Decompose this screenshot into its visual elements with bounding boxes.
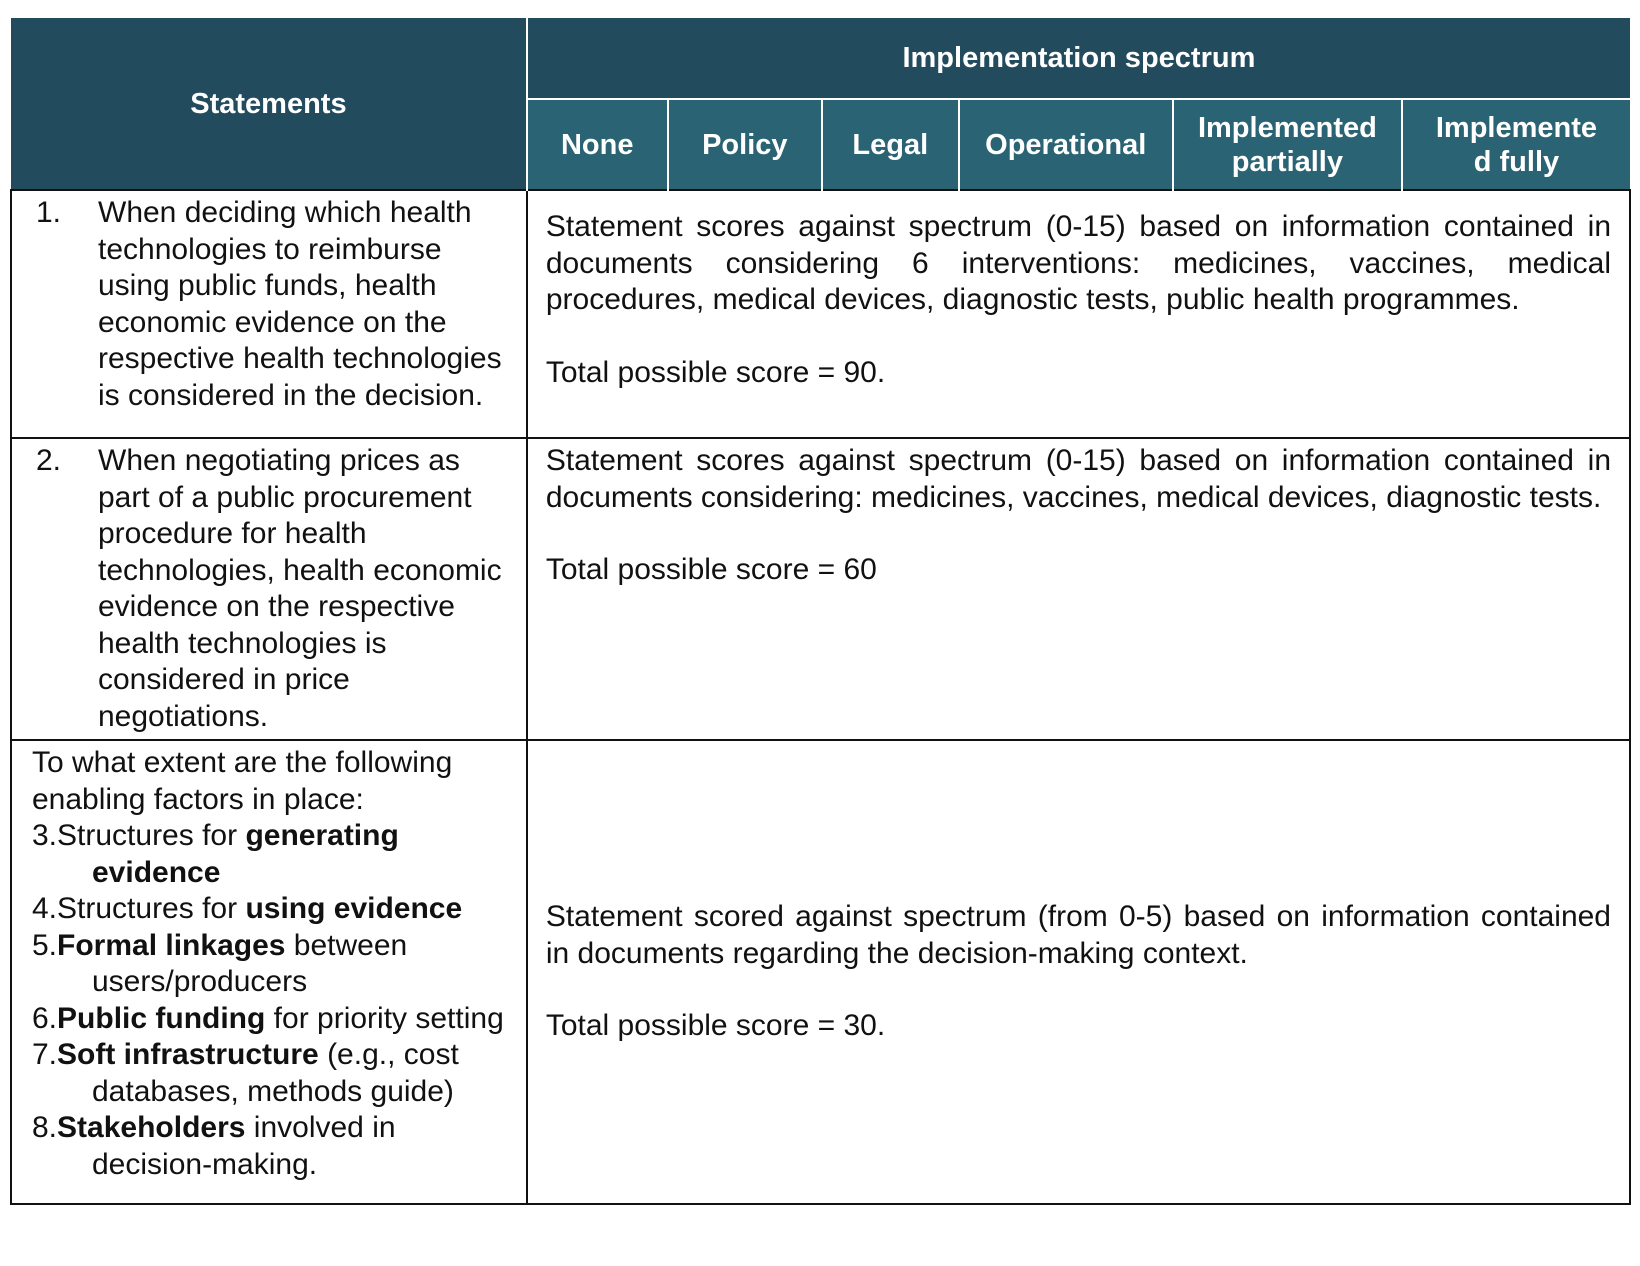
enabling-factor-item: [32, 928, 518, 1001]
enabling-factor-item: [32, 1037, 518, 1110]
column-header-implemented-fully: Implemente d fully: [1402, 99, 1630, 190]
statement-text: When negotiating prices as part of a public procurement procedure for health technologies, health economic evidence on the respective health technologies is considered in price negotiations.: [98, 444, 502, 733]
column-header-none: None: [527, 99, 668, 190]
table-row: [11, 438, 1630, 740]
factor-number: 8.: [32, 1111, 58, 1144]
factor-text: for priority setting: [265, 1001, 504, 1035]
table-row: [11, 190, 1630, 438]
enabling-factors-cell: [11, 740, 527, 1204]
factor-text: involved in decision-making.: [92, 1111, 396, 1181]
factor-number: 7.: [32, 1038, 58, 1071]
enabling-factor-item: [32, 891, 518, 928]
statement-cell: [11, 438, 527, 740]
scoring-description-cell: [527, 190, 1630, 438]
statement-number: 1.: [36, 196, 62, 229]
statement-text: When deciding which health technologies to reimburse using public funds, health economic evidence on the respective health technologies is considered in the decision.: [98, 196, 502, 412]
factor-keyword: Soft infrastructure: [57, 1038, 319, 1071]
total-score: Total possible score = 60: [545, 553, 877, 586]
factor-keyword: Public funding: [57, 1001, 266, 1035]
factor-text: Structures for: [57, 819, 246, 852]
enabling-factor-item: [32, 818, 518, 891]
statement-number: 2.: [36, 444, 62, 477]
column-header-implemented-partially: Implemented partially: [1173, 99, 1402, 190]
factor-number: 6.: [32, 1001, 58, 1035]
enabling-factors-intro: To what extent are the following enabling factors in place:: [32, 746, 453, 816]
table-row: [11, 740, 1630, 1204]
factor-number: 4.: [32, 892, 58, 925]
scoring-description-cell: [527, 438, 1630, 740]
scoring-framework-table: [10, 18, 1631, 1205]
factor-keyword: using evidence: [245, 892, 463, 925]
factor-number: 5.: [32, 928, 58, 962]
factor-text: Structures for: [57, 892, 246, 925]
column-header-policy: Policy: [668, 99, 822, 190]
column-header-legal: Legal: [822, 99, 959, 190]
factor-keyword: Formal linkages: [57, 928, 286, 962]
total-score: Total possible score = 90.: [545, 355, 886, 389]
scoring-description: Statement scores against spectrum (0-15) based on information contained in documents considering 6 interventions: medicines, vaccines, medical procedures, medical devices, diagnostic tests, public health programmes.: [545, 210, 1611, 316]
scoring-description: Statement scored against spectrum (from 0-5) based on information contained in documents regarding the decision-making context.: [545, 900, 1611, 970]
factor-keyword: Stakeholders: [57, 1111, 246, 1144]
framework-table-container: [10, 18, 1631, 1205]
scoring-description: Statement scores against spectrum (0-15) based on information contained in documents considering: medicines, vaccines, medical devices, diagnostic tests.: [545, 444, 1611, 514]
enabling-factor-item: [32, 1110, 518, 1183]
factor-text: (e.g., cost databases, methods guide): [92, 1038, 459, 1108]
factor-text: between users/producers: [92, 928, 408, 998]
statements-header: Statements: [11, 18, 527, 190]
factor-keyword: generating evidence: [92, 819, 399, 889]
statement-cell: [11, 190, 527, 438]
implementation-spectrum-header: Implementation spectrum: [527, 18, 1630, 99]
scoring-description-cell: [527, 740, 1630, 1204]
factor-number: 3.: [32, 819, 58, 852]
column-header-operational: Operational: [959, 99, 1173, 190]
header-row-top: [11, 18, 1630, 99]
total-score: Total possible score = 30.: [545, 1009, 886, 1043]
enabling-factor-item: [32, 1001, 518, 1038]
